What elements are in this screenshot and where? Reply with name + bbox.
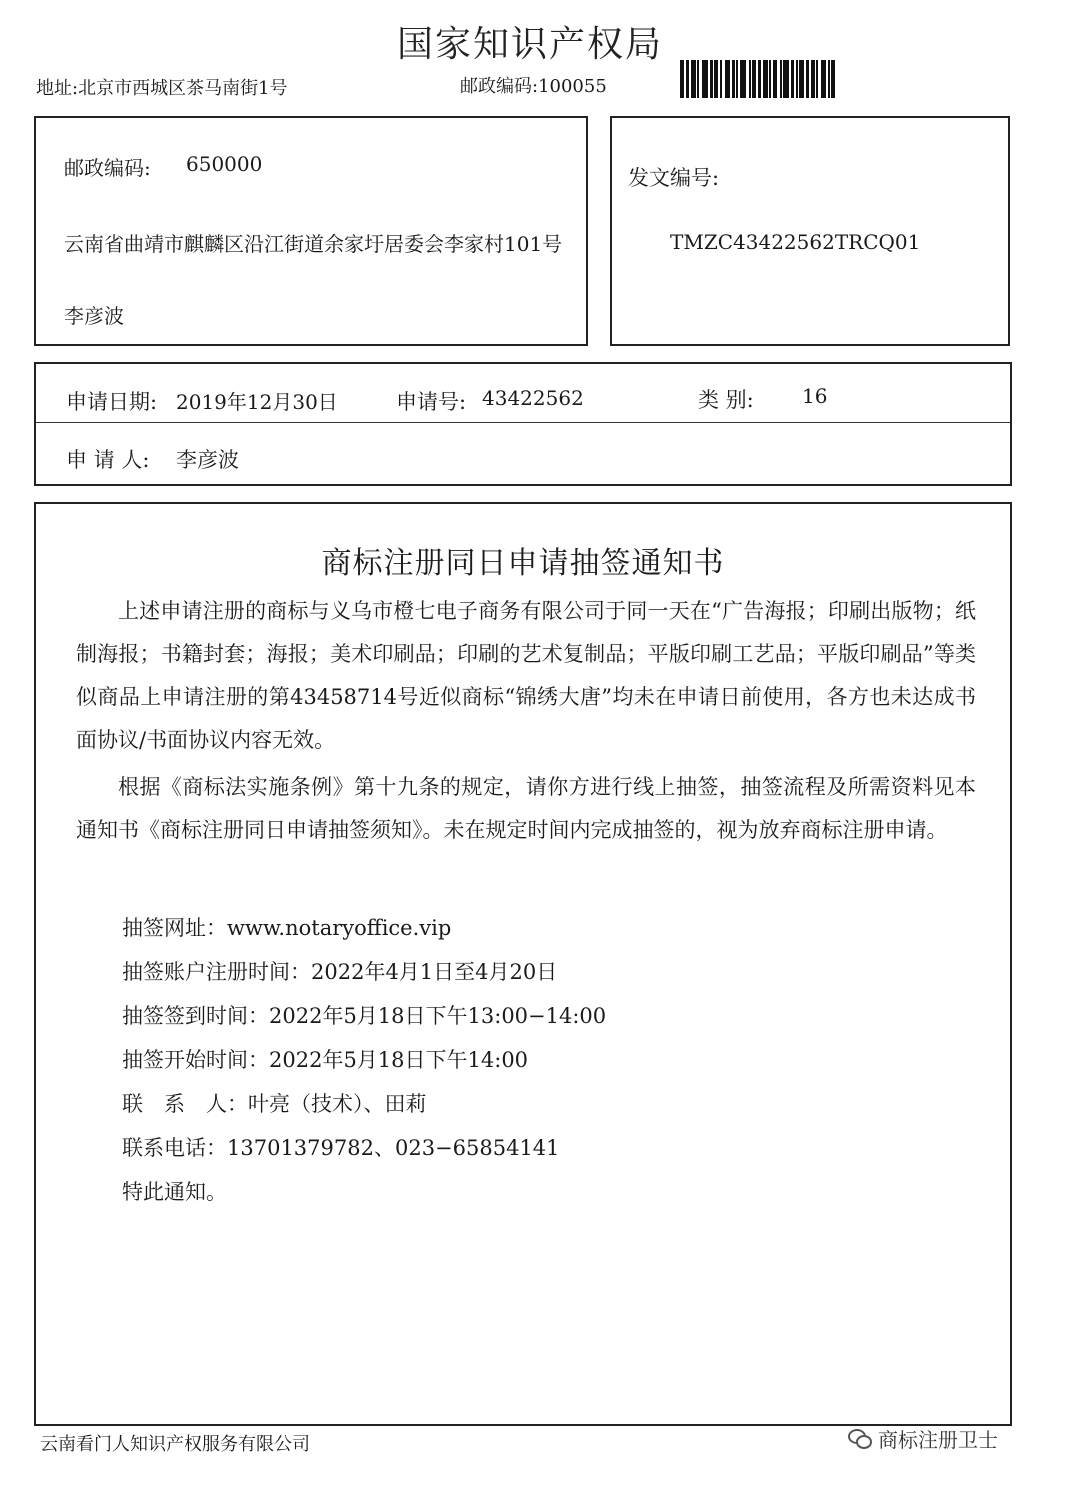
- paragraph-2-line: 标注册申请。: [821, 818, 948, 842]
- recipient-box: [34, 116, 588, 346]
- issuer-address: 地址:北京市西城区茶马南街1号: [36, 78, 288, 99]
- contact-persons: 联 系 人：叶亮（技术）、田莉: [122, 1092, 427, 1116]
- recipient-postcode-label: 邮政编码:: [64, 156, 151, 180]
- watermark: [848, 1424, 998, 1453]
- wechat-icon: [848, 1429, 872, 1449]
- paragraph-2-line: 根据《商标法实施条例》第十九条的规定，请你方进行线上抽签，抽签流程及所需资: [118, 775, 913, 799]
- watermark-text: 商标注册卫士: [878, 1428, 998, 1452]
- notice-title: 商标注册同日申请抽签通知书: [321, 546, 725, 581]
- recipient-postcode-value: 650000: [186, 152, 263, 176]
- barcode: [680, 60, 1002, 98]
- class-value: 16: [802, 384, 828, 408]
- paragraph-1-line: 上述申请注册的商标与义乌市橙七电子商务有限公司于同一天在“广告海报；印刷出: [118, 599, 892, 623]
- account-registration-time: 抽签账户注册时间：2022年4月1日至4月20日: [122, 960, 558, 984]
- notice-paragraph-1: [76, 590, 976, 762]
- document-number-label: 发文编号:: [628, 166, 720, 190]
- paragraph-1-line: 平版印刷品”等类似商品上申请注册的第43458714号近似商标“锦绣大唐”均未在申请日: [76, 642, 976, 709]
- recipient-name: 李彦波: [64, 304, 124, 328]
- closing-remark: 特此通知。: [122, 1180, 227, 1204]
- application-info-box: [34, 362, 1012, 486]
- class-label: 类 别:: [698, 388, 754, 412]
- recipient-address: 云南省曲靖市麒麟区沿江街道余家圩居委会李家村101号: [64, 232, 563, 256]
- check-in-time: 抽签签到时间：2022年5月18日下午13:00−14:00: [122, 1004, 607, 1028]
- issuer-postcode: 邮政编码:100055: [460, 76, 607, 97]
- notice-paragraph-2: [76, 766, 976, 852]
- document-number-box: [610, 116, 1010, 346]
- applicant-label: 申 请 人:: [66, 448, 150, 472]
- contact-phone: 联系电话：13701379782、023−65854141: [122, 1136, 560, 1160]
- document-number-value: TMZC43422562TRCQ01: [670, 230, 921, 254]
- notice-body-box: [34, 502, 1012, 1426]
- paragraph-2-line: 料见本通知书《商标注册同日申请抽签须知》。未在规定时间内完成抽签的，视为放弃商: [76, 775, 977, 842]
- paragraph-1-line: 版物；纸制海报；书籍封套；海报；美术印刷品；印刷的艺术复制品；平版印刷工艺品；: [76, 599, 977, 666]
- application-date-value: 2019年12月30日: [176, 390, 338, 414]
- application-date-label: 申请日期:: [66, 390, 158, 414]
- application-number-label: 申请号:: [396, 390, 467, 414]
- lottery-url: 抽签网址：www.notaryoffice.vip: [122, 916, 452, 940]
- issuer-title: 国家知识产权局: [396, 24, 663, 65]
- application-number-value: 43422562: [482, 386, 584, 410]
- start-time: 抽签开始时间：2022年5月18日下午14:00: [122, 1048, 529, 1072]
- paragraph-1-line: 前使用，各方也未达成书面协议/书面协议内容无效。: [76, 685, 977, 752]
- info-divider: [36, 422, 1010, 423]
- footer-company: 云南看门人知识产权服务有限公司: [40, 1434, 310, 1455]
- applicant-value: 李彦波: [176, 448, 239, 472]
